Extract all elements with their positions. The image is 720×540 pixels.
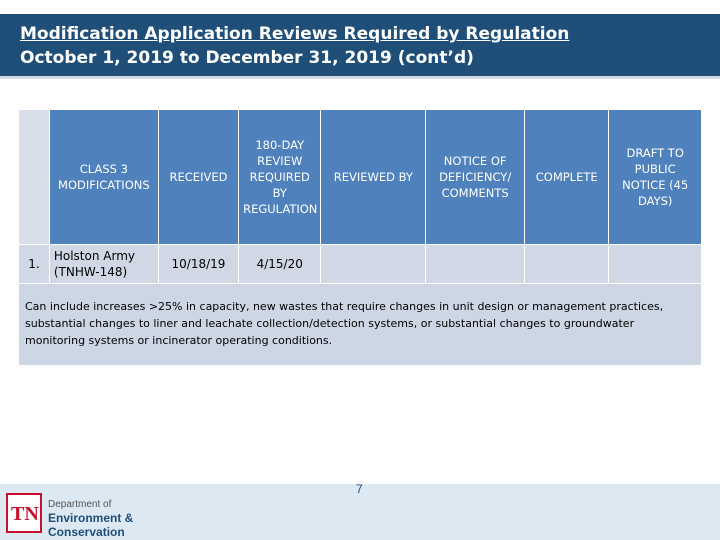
row-number: 1. xyxy=(19,245,50,284)
tn-logo-icon xyxy=(6,493,42,533)
row-notice xyxy=(426,245,525,284)
row-complete xyxy=(525,245,609,284)
row-review-required: 4/15/20 xyxy=(239,245,321,284)
row-facility-name: Holston Army (TNHW-148) xyxy=(49,245,158,284)
logo-text: TN xyxy=(11,503,39,525)
table-note: Can include increases >25% in capacity, new wastes that require changes in unit design or management practices, substantial changes to liner and leachate collection/detection systems, or substantial changes to groundwater monitoring systems or incinerator operating conditions. xyxy=(19,284,702,366)
row-draft xyxy=(609,245,702,284)
col-header-180day: 180-DAY REVIEW REQUIRED BY REGULATION xyxy=(239,110,321,245)
table-note-row xyxy=(19,284,702,366)
col-header-notice: NOTICE OF DEFICIENCY/ COMMENTS xyxy=(426,110,525,245)
table-header-row xyxy=(19,110,702,245)
row-received: 10/18/19 xyxy=(158,245,238,284)
dept-name-line1: Department of xyxy=(48,499,112,510)
col-header-complete: COMPLETE xyxy=(525,110,609,245)
dept-name-line2: Environment & xyxy=(48,511,134,525)
dept-name-line3: Conservation xyxy=(48,525,125,539)
col-header-reviewed-by: REVIEWED BY xyxy=(321,110,426,245)
page-number: 7 xyxy=(356,482,363,496)
col-header-received: RECEIVED xyxy=(158,110,238,245)
row-reviewed-by xyxy=(321,245,426,284)
page-title: Modification Application Reviews Required by Regulation xyxy=(20,24,570,44)
table-row xyxy=(19,245,702,284)
title-bar xyxy=(0,14,720,79)
reviews-table xyxy=(18,109,702,366)
page-subtitle: October 1, 2019 to December 31, 2019 (cont’d) xyxy=(20,48,474,68)
col-header-draft: DRAFT TO PUBLIC NOTICE (45 DAYS) xyxy=(609,110,702,245)
col-header-blank xyxy=(19,110,50,245)
col-header-class3: CLASS 3 MODIFICATIONS xyxy=(49,110,158,245)
